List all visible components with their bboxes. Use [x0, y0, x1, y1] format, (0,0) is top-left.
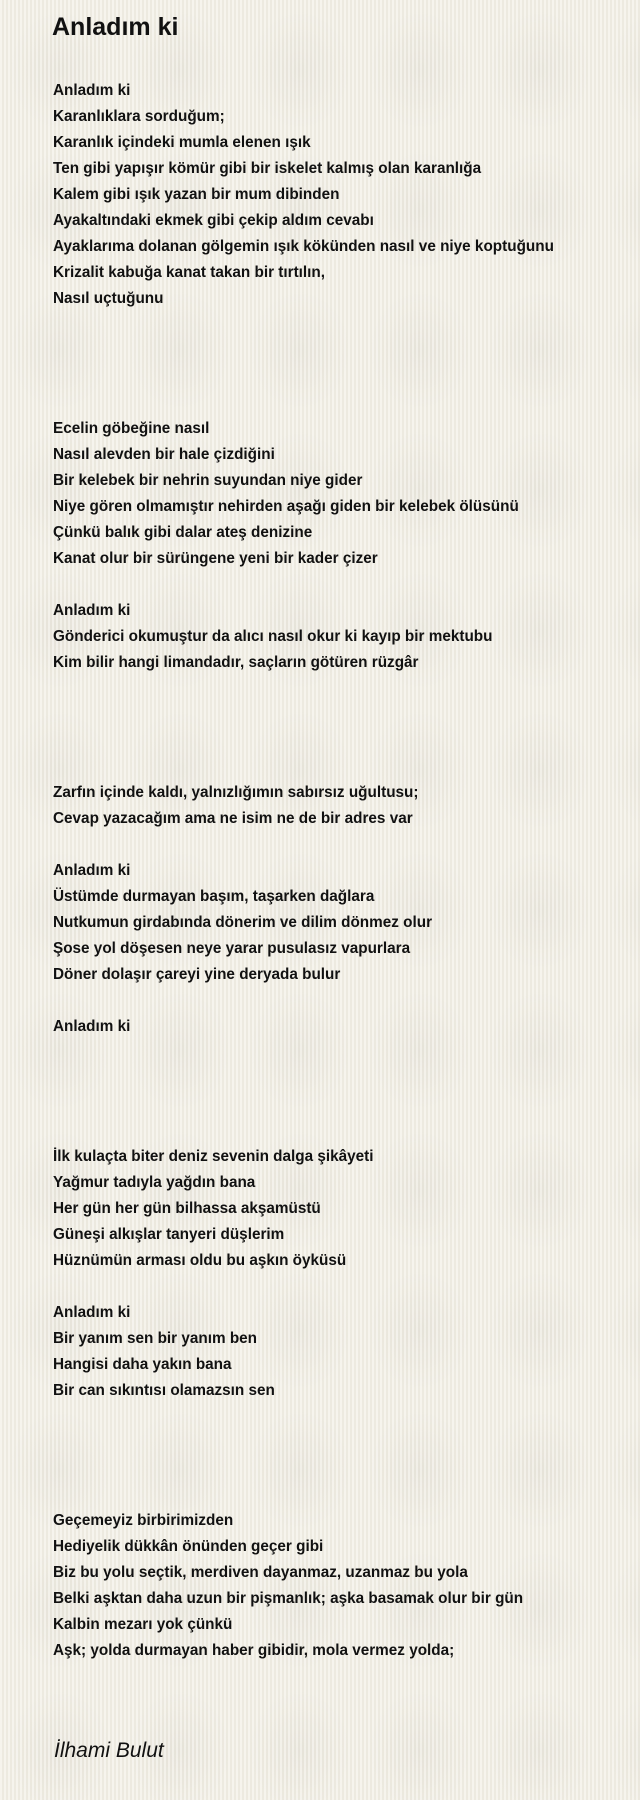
poem-line: Gönderici okumuştur da alıcı nasıl okur ki kayıp bir mektubu — [53, 628, 493, 645]
stanza-spacer — [53, 1040, 623, 1144]
poem-line: Anladım ki — [53, 1018, 131, 1035]
poem-line: Ayakaltındaki ekmek gibi çekip aldım cevabı — [53, 212, 374, 229]
stanza-5 — [53, 858, 623, 988]
poem-line: Güneşi alkışlar tanyeri düşlerim — [53, 1226, 285, 1243]
poem-line: Ten gibi yapışır kömür gibi bir iskelet kalmış olan karanlığa — [53, 160, 482, 177]
poem-line: Her gün her gün bilhassa akşamüstü — [53, 1200, 321, 1217]
stanza-spacer — [53, 312, 623, 416]
poem-line: Bir can sıkıntısı olamazsın sen — [53, 1382, 275, 1399]
poem-line: Aşk; yolda durmayan haber gibidir, mola vermez yolda; — [53, 1642, 455, 1659]
poem-line: Hangisi daha yakın bana — [53, 1356, 232, 1373]
poem-line: Anladım ki — [53, 602, 131, 619]
poem-line: Çünkü balık gibi dalar ateş denizine — [53, 524, 313, 541]
stanza-spacer — [53, 988, 623, 1014]
poem-line: Geçemeyiz birbirimizden — [53, 1512, 234, 1529]
poem-line: Nasıl alevden bir hale çizdiğini — [53, 446, 275, 463]
poem-line: Nutkumun girdabında dönerim ve dilim dönmez olur — [53, 914, 433, 931]
poem-body — [53, 78, 623, 1664]
poem-line: Karanlık içindeki mumla elenen ışık — [53, 134, 311, 151]
poem-line: Anladım ki — [53, 862, 131, 879]
poem-line: Cevap yazacağım ama ne isim ne de bir adres var — [53, 810, 413, 827]
stanza-spacer — [53, 676, 623, 780]
poem-line: Kim bilir hangi limandadır, saçların götüren rüzgâr — [53, 654, 419, 671]
poem-line: Ecelin göbeğine nasıl — [53, 420, 210, 437]
poem-line: Şose yol döşesen neye yarar pusulasız vapurlara — [53, 940, 411, 957]
poem-line: Nasıl uçtuğunu — [53, 290, 164, 307]
stanza-6 — [53, 1014, 623, 1040]
poem-title: Anladım ki — [52, 13, 179, 41]
poem-line: Niye gören olmamıştır nehirden aşağı giden bir kelebek ölüsünü — [53, 498, 519, 515]
poem-line: Kalbin mezarı yok çünkü — [53, 1616, 233, 1633]
stanza-2 — [53, 416, 623, 572]
poem-line: Yağmur tadıyla yağdın bana — [53, 1174, 256, 1191]
poem-line: Anladım ki — [53, 1304, 131, 1321]
stanza-9 — [53, 1508, 623, 1664]
poem-line: Bir kelebek bir nehrin suyundan niye gider — [53, 472, 363, 489]
poem-line: Ayaklarıma dolanan gölgemin ışık kökünden nasıl ve niye koptuğunu — [53, 238, 554, 255]
poem-line: Hediyelik dükkân önünden geçer gibi — [53, 1538, 324, 1555]
poem-line: Bir yanım sen bir yanım ben — [53, 1330, 258, 1347]
stanza-4 — [53, 780, 623, 832]
stanza-spacer — [53, 572, 623, 598]
poem-line: Kalem gibi ışık yazan bir mum dibinden — [53, 186, 340, 203]
poem-author: İlhami Bulut — [54, 1739, 164, 1762]
stanza-8 — [53, 1300, 623, 1404]
stanza-1 — [53, 78, 623, 312]
poem-line: Döner dolaşır çareyi yine deryada bulur — [53, 966, 341, 983]
poem-line: Zarfın içinde kaldı, yalnızlığımın sabırsız uğultusu; — [53, 784, 419, 801]
poem-line: Kanat olur bir sürüngene yeni bir kader çizer — [53, 550, 378, 567]
stanza-7 — [53, 1144, 623, 1274]
poem-line: Karanlıklara sorduğum; — [53, 108, 225, 125]
poem-line: Biz bu yolu seçtik, merdiven dayanmaz, uzanmaz bu yola — [53, 1564, 468, 1581]
poem-line: Krizalit kabuğa kanat takan bir tırtılın, — [53, 264, 326, 281]
poem-line: Belki aşktan daha uzun bir pişmanlık; aşka basamak olur bir gün — [53, 1590, 524, 1607]
poem-line: Üstümde durmayan başım, taşarken dağlara — [53, 888, 375, 905]
stanza-3 — [53, 598, 623, 676]
stanza-spacer — [53, 1274, 623, 1300]
poem-line: İlk kulaçta biter deniz sevenin dalga şikâyeti — [53, 1148, 374, 1165]
stanza-spacer — [53, 1404, 623, 1508]
poem-line: Anladım ki — [53, 82, 131, 99]
poem-line: Hüznümün arması oldu bu aşkın öyküsü — [53, 1252, 347, 1269]
stanza-spacer — [53, 832, 623, 858]
